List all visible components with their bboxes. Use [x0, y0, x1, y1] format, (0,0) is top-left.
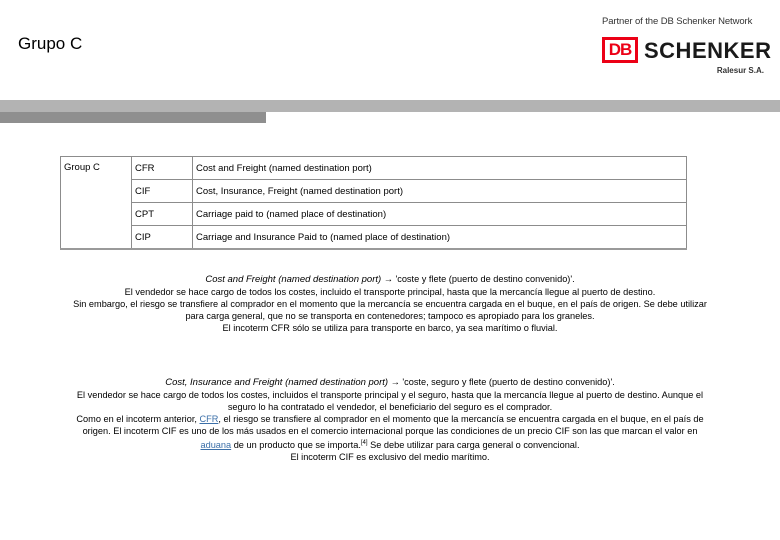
page-title: Grupo C [18, 34, 83, 53]
term-description: Carriage and Insurance Paid to (named place of destination) [193, 226, 687, 250]
cfr-line: El vendedor se hace cargo de todos los costes, incluido el transporte principal, hasta que la mercancía llegue al puerto de destino. [124, 287, 656, 297]
cfr-heading-es: 'coste y flete (puerto de destino convenido)'. [392, 274, 575, 284]
arrow-icon: → [383, 274, 393, 284]
cif-text: , el riesgo se transfiere al comprador en el momento que la mercancía se encuentra cargada en el buque, en el país de origen. El incoterm CIF es uno de los más usados en el comercio internacional porque las condiciones de un precio CIF son las que marcan el valor en [82, 414, 704, 436]
term-description: Cost, Insurance, Freight (named destination port) [193, 180, 687, 203]
cfr-line: El incoterm CFR sólo se utiliza para transporte en barco, ya sea marítimo o fluvial. [222, 323, 558, 333]
table-row [61, 157, 687, 180]
cfr-line: Sin embargo, el riesgo se transfiere al comprador en el momento que la mercancía se encuentra cargada en el buque, en el país de origen. Se debe utilizar para carga general, que no se transporta en contenedores; tampoco es apropiado para los graneles. [73, 299, 707, 321]
cif-line: El incoterm CIF es exclusivo del medio marítimo. [290, 452, 490, 463]
term-code: CIF [132, 180, 193, 203]
logo-subtitle: Ralesur S.A. [716, 66, 764, 75]
cfr-section [70, 273, 710, 334]
aduana-link[interactable]: aduana [200, 440, 232, 451]
db-logo-icon: DB [602, 37, 638, 63]
cfr-heading [70, 273, 710, 286]
term-description: Cost and Freight (named destination port) [193, 157, 687, 180]
logo-tagline: Partner of the DB Schenker Network [602, 16, 753, 27]
term-description: Carriage paid to (named place of destination) [193, 203, 687, 226]
cif-heading-en: Cost, Insurance and Freight (named destination port) [165, 377, 389, 388]
table-row [61, 203, 687, 226]
cif-text: Se debe utilizar para carga general o convencional. [367, 440, 580, 451]
cif-line: El vendedor se hace cargo de todos los costes, incluidos el transporte principal y el seguro, hasta que la mercancía llegue al puerto de destino. Aunque el seguro lo ha contratado el vendedor, el beneficiario del seguro es el comprador. [76, 390, 704, 412]
cfr-link[interactable]: CFR [199, 414, 219, 424]
cfr-heading-en: Cost and Freight (named destination port) [205, 274, 382, 285]
cif-section [70, 376, 710, 463]
term-code: CFR [132, 157, 193, 180]
cif-heading [70, 376, 710, 389]
footnote-ref[interactable]: [4] [360, 440, 368, 446]
incoterms-table [60, 156, 687, 250]
logo-brand: SCHENKER [644, 38, 772, 63]
db-schenker-logo [598, 14, 772, 78]
term-code: CIP [132, 226, 193, 250]
term-code: CPT [132, 203, 193, 226]
header-band [0, 100, 780, 112]
table-row [61, 226, 687, 250]
cif-text: Como en el incoterm anterior, [76, 414, 200, 424]
group-cell: Group C [61, 157, 132, 250]
header-band-accent [0, 112, 266, 123]
cif-line [70, 413, 710, 451]
cif-text: de un producto que se importa. [231, 440, 361, 451]
arrow-icon: → [390, 377, 400, 387]
cif-heading-es: 'coste, seguro y flete (puerto de destino convenido)'. [399, 377, 615, 387]
table-row [61, 180, 687, 203]
